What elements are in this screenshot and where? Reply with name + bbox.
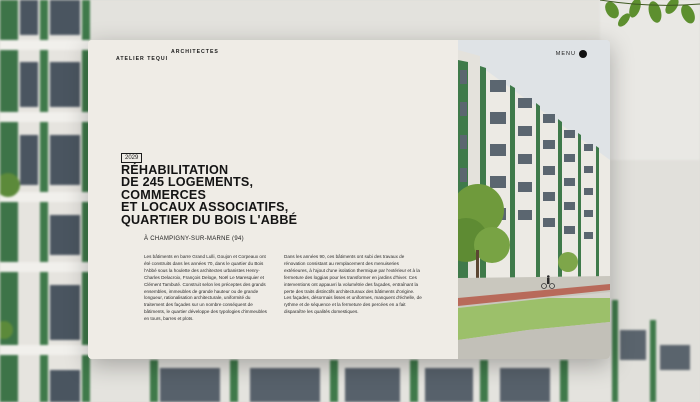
title-line: RÉHABILITATION: [121, 163, 229, 177]
description-paragraph-2: Dans les années 90, ces bâtiments ont subi des travaux de rénovation consistant au remplacement des menuiseries extérieures, à l'ajout d'une isolation thermique par l'extérieur et à la fermeture des loggias pour les transformer en jardins d'hiver. Ces interventions ont appauvri la volumétrie des façades, entraînant la perte des traits distinctifs architecturaux des bâtiments d'origine. Les façades, désormais lisses et uniformes, manquent d'échelle, de rythme et de séquence et la fermeture des percées en a fait disparaître les qualités domestiques.: [284, 254, 422, 315]
foliage-decoration: [600, 0, 700, 30]
title-line: DE 245 LOGEMENTS,: [121, 175, 254, 190]
title-line: QUARTIER DU BOIS L'ABBÉ: [121, 212, 298, 227]
logo-line-atelier: ATELIER TEQUI: [116, 56, 169, 62]
description-paragraph-1: Les bâtiments en barre Grand Lulli, Goujon et Corpeaux ont été construits dans les années 70, dans le quartier du Bois l'Abbé sous la houlette des architectes urbanistes Henry-Charles Delacroix, François Deloge, Noël Le Maresquier et Clément Tambuté. Construit selon les préceptes des grands ensembles, immeubles de grande hauteur ou de grande longueur, rationalisation architecturale, uniformité du traitement des façades sur un nombre conséquent de bâtiments, le quartier développe des typologies d'immeubles en tours, barres et plots.: [144, 254, 267, 322]
atelier-logo[interactable]: [116, 49, 219, 63]
project-text-panel: [88, 40, 458, 359]
title-line: ET LOCAUX ASSOCIATIFS,: [121, 200, 289, 215]
title-line: COMMERCES: [121, 187, 207, 202]
project-title: [121, 164, 361, 226]
project-year-badge: 2029: [121, 153, 142, 163]
menu-dot-icon[interactable]: [579, 50, 587, 58]
project-card: [88, 40, 610, 359]
project-location: À CHAMPIGNY-SUR-MARNE (94): [144, 236, 244, 242]
project-render-image: [458, 40, 610, 359]
logo-line-architectes: ARCHITECTES: [171, 49, 219, 55]
menu-button[interactable]: MENU: [555, 51, 576, 57]
